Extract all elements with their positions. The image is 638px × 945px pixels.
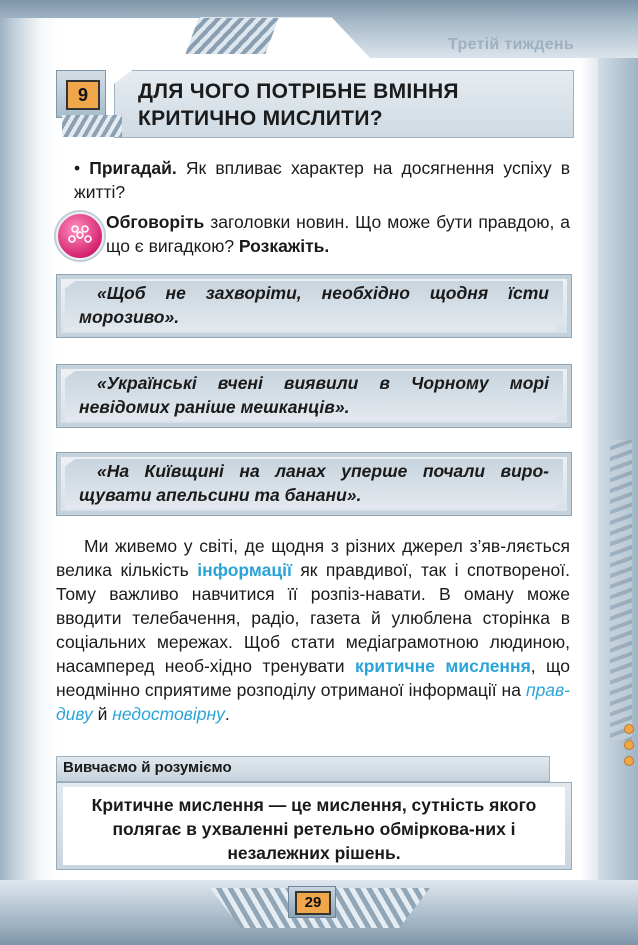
news-headline-box: [56, 274, 572, 338]
lesson-number-frame: [56, 70, 106, 118]
page-number-frame: [288, 886, 336, 918]
rail-dot: [624, 740, 634, 750]
rail-dot: [624, 724, 634, 734]
lesson-title-line2: КРИТИЧНО МИСЛИТИ?: [138, 107, 383, 130]
lesson-title-line1: ДЛЯ ЧОГО ПОТРІБНЕ ВМІННЯ: [138, 80, 459, 103]
news-headline-box: [56, 452, 572, 516]
term-true: прав-диву: [56, 680, 570, 724]
discuss-text: заголовки новин. Що може бути правдою, а що є вигадкою?: [106, 212, 570, 256]
main-text-conj: й: [97, 704, 108, 724]
term-information: інформації: [197, 560, 292, 580]
discuss-paragraph: [106, 210, 570, 258]
top-stripes: [185, 18, 278, 54]
learn-section-label: Вивчаємо й розуміємо: [63, 759, 232, 776]
news-headline-box: [56, 364, 572, 428]
recall-paragraph: • Пригадай. Як впливає характер на досягнення успіху в житті?: [74, 158, 570, 202]
week-label: Третій тиждень: [448, 36, 574, 53]
lesson-number: 9: [66, 80, 100, 110]
term-unreliable: недостовірну: [112, 704, 225, 724]
definition-inner: [63, 787, 565, 865]
lesson-header: [56, 70, 572, 138]
rail-dot: [624, 756, 634, 766]
news-headline: «Щоб не захворіти, необхідно щодня їсти морозиво».: [79, 283, 549, 327]
main-text-part3: , що неодмінно сприятиме розподілу отриманої інформації на: [56, 656, 570, 700]
right-rail-stripes: [610, 440, 632, 740]
page-number: 29: [295, 891, 331, 915]
main-text-end: .: [224, 704, 230, 724]
recall-label: Пригадай.: [89, 158, 177, 178]
header-stripes: [62, 115, 122, 137]
discuss-label: Обговоріть: [106, 212, 205, 232]
news-headline: «На Київщині на ланах уперше почали виро-щувати апельсини та банани».: [79, 461, 549, 505]
main-text-part1: Ми живемо у світі, де щодня з різних джерел з’яв-ляється велика кількість: [56, 536, 570, 580]
main-text-part2: як правдивої, так і спотвореної. Тому важливо навчитися її розпіз-навати. В оману може вводити телебачення, радіо, газета й улюблена сторінка в соціальних мережах. Щоб стати медіаграмотною людиною, насамперед необ-хідно тренувати: [56, 560, 570, 676]
lesson-title: [138, 78, 558, 132]
definition-box: [56, 782, 572, 870]
discussion-group-icon: [56, 212, 104, 260]
main-paragraph: [56, 534, 570, 726]
learn-section-header: [56, 756, 550, 782]
news-headline: «Українські вчені виявили в Чорному морі невідомих раніше мешканців».: [79, 373, 549, 417]
definition-text: Критичне мислення — це мислення, сутність якого полягає в ухваленні ретельно обміркова-них і незалежних рішень.: [91, 795, 537, 863]
term-critical-thinking: критичне мислення: [354, 656, 531, 676]
recall-text: Як впливає характер на досягнення успіху в житті?: [74, 158, 570, 202]
discuss-tell: Розкажіть.: [238, 236, 330, 256]
